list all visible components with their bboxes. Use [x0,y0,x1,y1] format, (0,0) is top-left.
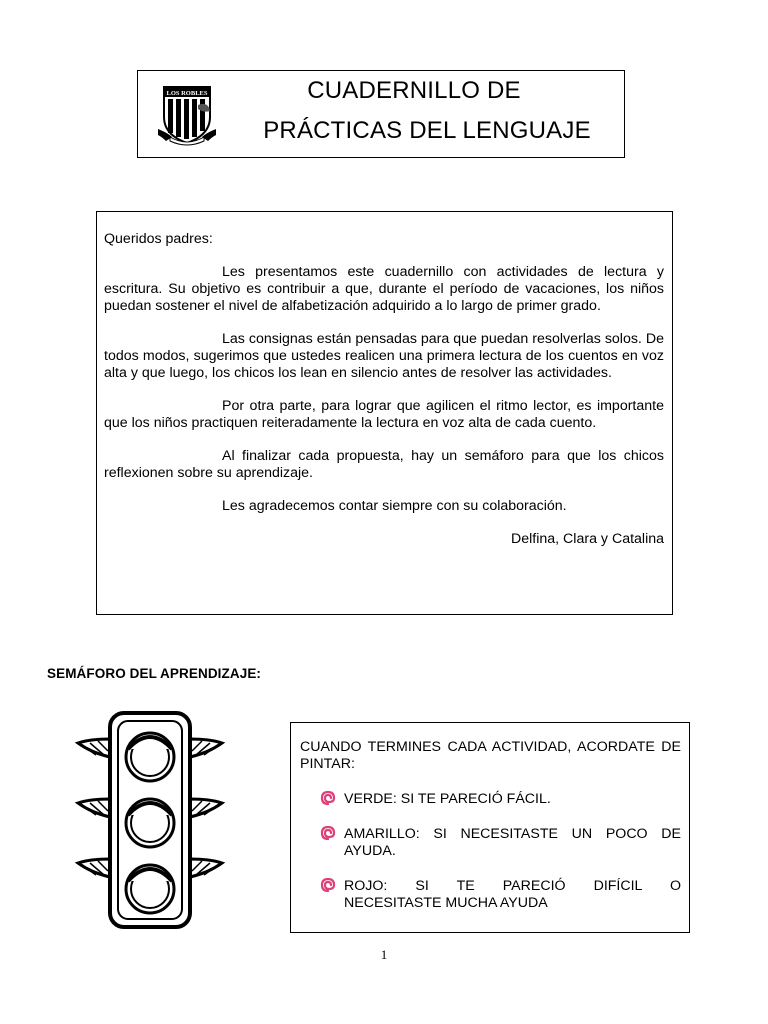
list-item [320,878,681,912]
info-box [290,722,690,933]
letter-paragraph: Al finalizar cada propuesta, hay un semáforo para que los chicos reflexionen sobre su aprendizaje. [104,448,664,481]
crest-label: LOS ROBLES [166,90,208,97]
section-heading: SEMÁFORO DEL APRENDIZAJE: [47,666,262,681]
title-box [137,70,625,158]
item-text-line-1: ROJO: SI TE PARECIÓ DIFÍCIL O [344,878,681,894]
list-item [320,826,681,860]
letter-paragraph: Les agradecemos contar siempre con su colaboración. [222,498,567,514]
letter-greeting: Queridos padres: [104,231,213,247]
traffic-light-icon [66,705,234,937]
swirl-bullet-icon [320,790,336,806]
letter-paragraph: Por otra parte, para lograr que agilicen el ritmo lector, es importante que los niños practiquen reiteradamente la lectura en voz alta de cada cuento. [104,398,664,431]
item-text: VERDE: SI TE PARECIÓ FÁCIL. [344,791,551,807]
letter-box [96,211,673,615]
list-item [320,791,681,808]
page-title-line-2: PRÁCTICAS DEL LENGUAJE [263,117,591,144]
swirl-bullet-icon [320,877,336,893]
item-text: AMARILLO: SI NECESITASTE UN POCO DE AYUDA. [344,826,681,859]
letter-paragraph: Las consignas están pensadas para que puedan resolverlas solos. De todos modos, sugerimos que ustedes realicen una primera lectura de los cuentos en voz alta y que luego, los chicos los lean en silencio antes de resolver las actividades. [104,331,664,381]
info-intro: CUANDO TERMINES CADA ACTIVIDAD, ACORDATE DE PINTAR: [300,739,681,772]
page-number: 1 [380,947,388,962]
item-text-line-2: NECESITASTE MUCHA AYUDA [344,895,548,911]
swirl-bullet-icon [320,825,336,841]
page-title-line-1: CUADERNILLO DE [307,77,521,104]
letter-signature: Delfina, Clara y Catalina [511,531,664,547]
letter-paragraph: Les presentamos este cuadernillo con actividades de lectura y escritura. Su objetivo es contribuir a que, durante el período de vacaciones, los niños puedan sostener el nivel de alfabetización adquirido a lo largo de primer grado. [104,264,664,314]
